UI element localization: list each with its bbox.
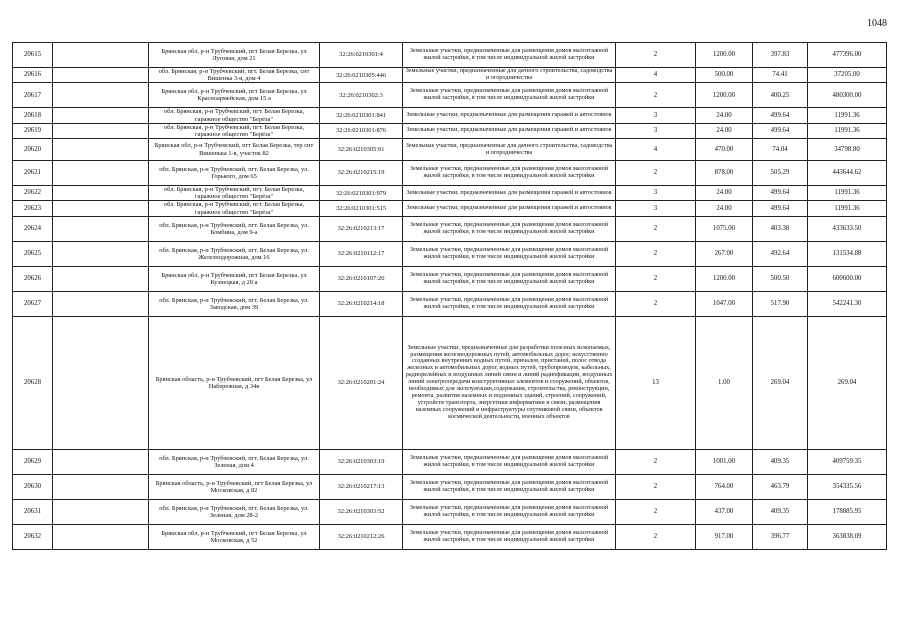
row-address: обл. Брянская, р-н Трубчевский, пгт. Белая Березка, гаражное общество "Берёза" <box>149 201 320 216</box>
empty-cell <box>53 524 149 549</box>
row-area: 24.00 <box>696 186 753 201</box>
empty-cell <box>53 266 149 291</box>
row-group: 2 <box>616 216 696 241</box>
empty-cell <box>53 291 149 316</box>
row-area: 878.00 <box>696 161 753 186</box>
row-land-use: Земельные участки, предназначенные для размещения домов малоэтажной жилой застройки, в том числе индивидуальной жилой застройки <box>403 291 616 316</box>
empty-cell <box>53 216 149 241</box>
row-group: 2 <box>616 83 696 108</box>
row-cadastral-cost: 11991.36 <box>808 108 887 123</box>
row-address: обл. Брянская, р-н Трубчевский, пгт. Белая Березка, снт Вишенка 3-я, дом 4 <box>149 68 320 83</box>
row-group: 2 <box>616 524 696 549</box>
row-area: 24.00 <box>696 108 753 123</box>
row-group: 2 <box>616 449 696 474</box>
table-row <box>13 161 887 186</box>
row-area: 1200.00 <box>696 43 753 68</box>
row-upks: 492.64 <box>753 241 808 266</box>
row-cadastral-number: 32:26:0210212:26 <box>320 524 403 549</box>
table-row <box>13 139 887 161</box>
table-row <box>13 201 887 216</box>
row-upks: 400.25 <box>753 83 808 108</box>
row-cadastral-cost: 542241.30 <box>808 291 887 316</box>
row-address: Брянская обл, р-н Трубчевский, пгт Белая Березка, тер снт Вишенька 1-я, участок 82 <box>149 139 320 161</box>
row-group: 2 <box>616 161 696 186</box>
row-upks: 409.35 <box>753 449 808 474</box>
row-cadastral-number: 32:26:0210303:19 <box>320 449 403 474</box>
row-land-use: Земельные участки, предназначенные для размещения домов малоэтажной жилой застройки, в том числе индивидуальной жилой застройки <box>403 474 616 499</box>
row-upks: 499.64 <box>753 201 808 216</box>
table-row <box>13 43 887 68</box>
row-cadastral-number: 32:26:0210301:4 <box>320 43 403 68</box>
row-group: 3 <box>616 201 696 216</box>
row-upks: 499.64 <box>753 186 808 201</box>
row-group: 2 <box>616 241 696 266</box>
row-cadastral-number: 32:26:0210301:979 <box>320 186 403 201</box>
row-address: обл. Брянская, р-н Трубчевский, пгт. Белая Березка, гаражное общество "Берёза" <box>149 123 320 138</box>
row-cadastral-number: 32:26:0210301:841 <box>320 108 403 123</box>
row-land-use: Земельные участки, предназначенные для размещения домов малоэтажной жилой застройки, в том числе индивидуальной жилой застройки <box>403 499 616 524</box>
row-land-use: Земельные участки, предназначенные для размещения домов малоэтажной жилой застройки, в том числе индивидуальной жилой застройки <box>403 449 616 474</box>
empty-cell <box>53 316 149 449</box>
row-cadastral-cost: 433633.50 <box>808 216 887 241</box>
row-upks: 74.41 <box>753 68 808 83</box>
row-id: 20628 <box>13 316 53 449</box>
row-cadastral-cost: 443644.62 <box>808 161 887 186</box>
row-land-use: Земельные участки, предназначенные для размещения гаражей и автостоянок <box>403 123 616 138</box>
row-area: 24.00 <box>696 123 753 138</box>
table-row <box>13 108 887 123</box>
row-area: 437.00 <box>696 499 753 524</box>
row-address: обл. Брянская, р-н Трубчевский, пгт. Белая Березка, ул. Заводская, дом 39 <box>149 291 320 316</box>
row-land-use: Земельные участки, предназначенные для размещения домов малоэтажной жилой застройки, в том числе индивидуальной жилой застройки <box>403 83 616 108</box>
row-address: обл. Брянская, р-н Трубчевский, пгт. Белая Березка, ул. Бомбина, дом 9-а <box>149 216 320 241</box>
table-row <box>13 186 887 201</box>
row-upks: 74.04 <box>753 139 808 161</box>
table-row <box>13 241 887 266</box>
row-id: 20627 <box>13 291 53 316</box>
table-row <box>13 68 887 83</box>
row-area: 1047.00 <box>696 291 753 316</box>
row-cadastral-cost: 11991.36 <box>808 201 887 216</box>
row-cadastral-number: 32:26:0210301:515 <box>320 201 403 216</box>
row-land-use: Земельные участки, предназначенные для размещения гаражей и автостоянок <box>403 201 616 216</box>
row-address: Брянская обл, р-н Трубчевский, пгт Белая Березка, ул Луговая, дом 21 <box>149 43 320 68</box>
empty-cell <box>53 43 149 68</box>
row-cadastral-number: 32:26:0210215:19 <box>320 161 403 186</box>
row-area: 1075.00 <box>696 216 753 241</box>
row-land-use: Земельные участки, предназначенные для размещения домов малоэтажной жилой застройки, в том числе индивидуальной жилой застройки <box>403 266 616 291</box>
row-cadastral-cost: 480300.00 <box>808 83 887 108</box>
row-cadastral-number: 32:26:0210112:17 <box>320 241 403 266</box>
row-upks: 517.90 <box>753 291 808 316</box>
row-group: 2 <box>616 499 696 524</box>
row-cadastral-number: 32:26:0210305:446 <box>320 68 403 83</box>
row-id: 20629 <box>13 449 53 474</box>
table-row <box>13 123 887 138</box>
row-upks: 269.04 <box>753 316 808 449</box>
row-id: 20630 <box>13 474 53 499</box>
row-address: Брянская обл, р-н Трубчевский, пгт Белая Березка, ул Красноармейская, дом 15 а <box>149 83 320 108</box>
row-address: обл. Брянская, р-н Трубчевский, пгт. Белая Березка, ул. Зеленая, дом 4 <box>149 449 320 474</box>
row-area: 1001.00 <box>696 449 753 474</box>
row-area: 470.00 <box>696 139 753 161</box>
row-land-use: Земельные участки, предназначенные для размещения домов малоэтажной жилой застройки, в том числе индивидуальной жилой застройки <box>403 241 616 266</box>
row-address: Брянская обл, р-н Трубчевский, пгт Белая Березка, ул Московская, д 52 <box>149 524 320 549</box>
row-land-use: Земельные участки, предназначенные для дачного строительства, садоводства и огородничества <box>403 139 616 161</box>
row-area: 1200.00 <box>696 266 753 291</box>
row-cadastral-cost: 11991.36 <box>808 186 887 201</box>
row-cadastral-cost: 269.04 <box>808 316 887 449</box>
table-row <box>13 474 887 499</box>
table-row <box>13 499 887 524</box>
empty-cell <box>53 449 149 474</box>
row-address: обл. Брянская, р-н Трубчевский, пгт. Белая Березка, ул. Горького, дом 65 <box>149 161 320 186</box>
row-land-use: Земельные участки, предназначенные для размещения гаражей и автостоянок <box>403 186 616 201</box>
row-cadastral-number: 32:26:0210213:17 <box>320 216 403 241</box>
row-cadastral-number: 32:26:0210107:20 <box>320 266 403 291</box>
empty-cell <box>53 123 149 138</box>
row-address: обл. Брянская, р-н Трубчевский, пгт. Белая Березка, гаражное общество "Берёза" <box>149 186 320 201</box>
row-group: 2 <box>616 43 696 68</box>
row-id: 20624 <box>13 216 53 241</box>
row-cadastral-number: 32:26:0210301:876 <box>320 123 403 138</box>
row-upks: 499.64 <box>753 108 808 123</box>
row-land-use: Земельные участки, предназначенные для размещения гаражей и автостоянок <box>403 108 616 123</box>
page-number: 1048 <box>867 18 887 29</box>
empty-cell <box>53 201 149 216</box>
table-row <box>13 291 887 316</box>
empty-cell <box>53 474 149 499</box>
row-id: 20621 <box>13 161 53 186</box>
row-group: 3 <box>616 108 696 123</box>
row-upks: 499.64 <box>753 123 808 138</box>
row-id: 20623 <box>13 201 53 216</box>
empty-cell <box>53 241 149 266</box>
row-upks: 505.29 <box>753 161 808 186</box>
row-cadastral-cost: 34798.80 <box>808 139 887 161</box>
row-id: 20620 <box>13 139 53 161</box>
row-address: обл. Брянская, р-н Трубчевский, пгт. Белая Березка, ул. Железнодорожная, дом 16 <box>149 241 320 266</box>
empty-cell <box>53 83 149 108</box>
row-id: 20626 <box>13 266 53 291</box>
row-upks: 397.83 <box>753 43 808 68</box>
row-group: 2 <box>616 266 696 291</box>
row-id: 20615 <box>13 43 53 68</box>
table-row <box>13 216 887 241</box>
row-group: 13 <box>616 316 696 449</box>
row-id: 20631 <box>13 499 53 524</box>
row-group: 4 <box>616 68 696 83</box>
row-id: 20618 <box>13 108 53 123</box>
row-upks: 403.38 <box>753 216 808 241</box>
table-row <box>13 316 887 449</box>
table-row <box>13 524 887 549</box>
row-area: 1200.00 <box>696 83 753 108</box>
row-cadastral-number: 32:26:0210201:24 <box>320 316 403 449</box>
empty-cell <box>53 499 149 524</box>
row-area: 267.00 <box>696 241 753 266</box>
row-cadastral-number: 32:26:0210303:52 <box>320 499 403 524</box>
row-land-use: Земельные участки, предназначенные для размещения домов малоэтажной жилой застройки, в том числе индивидуальной жилой застройки <box>403 524 616 549</box>
row-id: 20616 <box>13 68 53 83</box>
row-cadastral-cost: 600600.00 <box>808 266 887 291</box>
row-group: 3 <box>616 123 696 138</box>
row-cadastral-number: 32:26:0210217:13 <box>320 474 403 499</box>
row-cadastral-number: 32:26:0210214:18 <box>320 291 403 316</box>
row-cadastral-cost: 37205.00 <box>808 68 887 83</box>
row-area: 917.00 <box>696 524 753 549</box>
empty-cell <box>53 108 149 123</box>
row-land-use: Земельные участки, предназначенные для размещения домов малоэтажной жилой застройки, в том числе индивидуальной жилой застройки <box>403 216 616 241</box>
row-id: 20619 <box>13 123 53 138</box>
row-address: Брянская область, р-н Трубчевский, пгт Белая Березка, ул Московская, д 82 <box>149 474 320 499</box>
row-upks: 396.77 <box>753 524 808 549</box>
row-cadastral-cost: 354335.56 <box>808 474 887 499</box>
row-land-use: Земельные участки, предназначенные для дачного строительства, садоводства и огородничества <box>403 68 616 83</box>
table-row <box>13 266 887 291</box>
row-area: 1.00 <box>696 316 753 449</box>
empty-cell <box>53 139 149 161</box>
empty-cell <box>53 186 149 201</box>
row-upks: 463.79 <box>753 474 808 499</box>
row-group: 2 <box>616 474 696 499</box>
row-cadastral-cost: 477396.00 <box>808 43 887 68</box>
row-group: 4 <box>616 139 696 161</box>
empty-cell <box>53 68 149 83</box>
row-address: Брянская область, р-н Трубчевский, пгт Белая Березка, ул Набережная, д 34в <box>149 316 320 449</box>
row-id: 20617 <box>13 83 53 108</box>
row-area: 500.00 <box>696 68 753 83</box>
row-upks: 500.50 <box>753 266 808 291</box>
row-id: 20625 <box>13 241 53 266</box>
row-group: 3 <box>616 186 696 201</box>
row-id: 20622 <box>13 186 53 201</box>
row-cadastral-number: 32:26:0210302:3 <box>320 83 403 108</box>
row-address: Брянская обл, р-н Трубчевский, пгт Белая Березка, ул Кузнецкая, д 20 а <box>149 266 320 291</box>
row-cadastral-cost: 11991.36 <box>808 123 887 138</box>
row-land-use: Земельные участки, предназначенные для разработки полезных ископаемых, размещения железнодорожных путей, автомобильных дорог, искусственно созданных внутренних водных путей, причалов, пристаней, полос отвода железных и автомобильных дорог, водных путей, трубопроводов, кабельных, радиорелейных и воздушных линий связи и линий радиофикации, воздушных линий электропередачи конструктивных элементов и сооружений, объектов, необходимых для эксплуатации,содержания, строительства, реконструкции, ремонта, развития наземных и подземных зданий, строений, сооружений, устройств транспорта, энергетики информатики и связи; размещения наземных сооружений и инфраструктуры спутниковой связи, объектов космической деятельности, военных объектов <box>403 316 616 449</box>
row-address: обл. Брянская, р-н Трубчевский, пгт. Белая Березка, гаражное общество "Берёза" <box>149 108 320 123</box>
row-land-use: Земельные участки, предназначенные для размещения домов малоэтажной жилой застройки, в том числе индивидуальной жилой застройки <box>403 43 616 68</box>
row-land-use: Земельные участки, предназначенные для размещения домов малоэтажной жилой застройки, в том числе индивидуальной жилой застройки <box>403 161 616 186</box>
row-group: 2 <box>616 291 696 316</box>
row-address: обл. Брянская, р-н Трубчевский, пгт. Белая Березка, ул. Зеленая, дом 28-2 <box>149 499 320 524</box>
cadastral-value-table <box>12 42 887 550</box>
row-area: 24.00 <box>696 201 753 216</box>
row-cadastral-cost: 363838.09 <box>808 524 887 549</box>
row-area: 764.00 <box>696 474 753 499</box>
row-cadastral-cost: 131534.88 <box>808 241 887 266</box>
table-row <box>13 83 887 108</box>
row-upks: 409.35 <box>753 499 808 524</box>
row-id: 20632 <box>13 524 53 549</box>
table-row <box>13 449 887 474</box>
row-cadastral-cost: 178885.95 <box>808 499 887 524</box>
row-cadastral-number: 32:26:0210305:91 <box>320 139 403 161</box>
empty-cell <box>53 161 149 186</box>
row-cadastral-cost: 409759.35 <box>808 449 887 474</box>
